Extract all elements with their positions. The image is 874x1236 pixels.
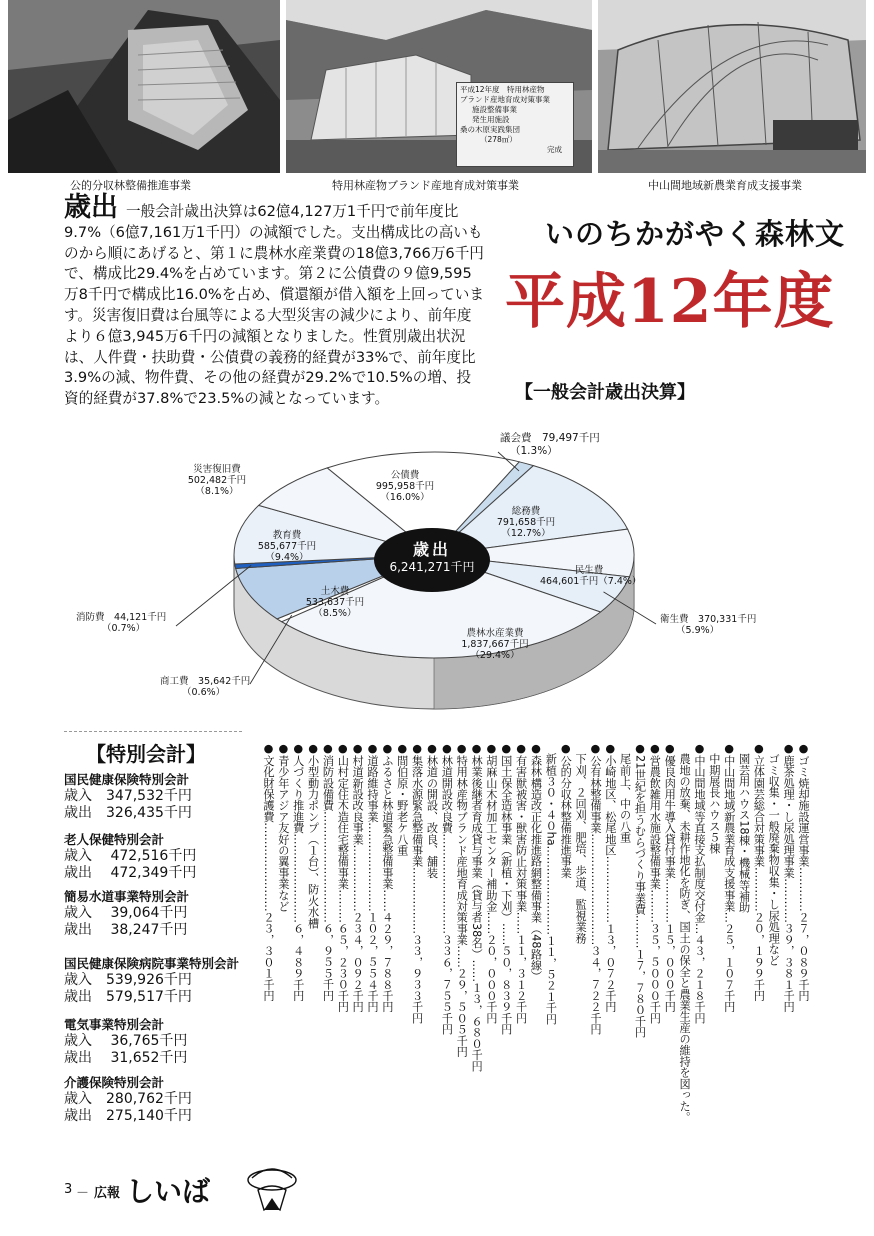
project-entry: ●胡麻山木材加工センター補助金……２０，０００千円 (484, 742, 498, 1024)
project-entry: ●有害獣被害・獣害防止対策事業……１１，３１２千円 (514, 742, 528, 1024)
account-income: 歳入 280,762千円 (64, 1091, 192, 1107)
body-paragraph: 一般会計歳出決算は62億4,127万1千円で前年度比 9.7%（6億7,161万1千円）の減額でした。支出構成比の高いものから順にあげると、第１に農林水産業費の18億3,766万6千円で、構成比29.4%を占めています。第２に公債費の９億9,595万8千円で構成比16.0%を占め、償還額が借入額を上回っています。災害復旧費は台風等による大型災害の減少により、前年度より６億3,945万6千円の減額となりました。性質別歳出状況は、人件費・扶助費・公債費の義務的経費が33%で、前年度比3.9%の減、物件費、その他の経費が29.2%で10.5%の増、投資的経費が37.8%で23.5%の減となっています。 (64, 203, 484, 408)
slice-label: 衛生費 (660, 614, 689, 625)
label-総務費 (486, 506, 566, 539)
sign-line: 施設整備事業 (472, 105, 517, 114)
slice-percent: （29.4%） (470, 650, 520, 661)
section-title: 【一般会計歳出決算】 (515, 382, 695, 403)
project-entry: ●特用林産物ブランド産地育成対策事業……２９，５０５千円 (455, 742, 469, 1058)
slice-percent: （0.7%） (102, 623, 146, 634)
label-衛生費 (660, 614, 756, 636)
pie-center-title: 歳出 (412, 540, 451, 559)
slice-label: 議会費 (500, 432, 532, 444)
project-entry: ●森林構造改正化推進路網整備事業（48路線） (529, 742, 543, 983)
sign-line: 完成 (547, 145, 562, 154)
project-entry: 尾前上、中の八重 (618, 742, 632, 843)
slice-percent: （8.1%） (195, 486, 239, 497)
footer-dash: － (76, 1186, 90, 1201)
project-entry: ●公的分収林整備推進事業 (559, 742, 573, 879)
account-name: 電気事業特別会計 (64, 1017, 165, 1032)
label-災害復旧費 (184, 464, 250, 497)
label-農林水産業費 (450, 628, 540, 661)
account-name: 国民健康保険特別会計 (64, 772, 190, 787)
sign-line: 発生用施設 (472, 115, 510, 124)
project-entry: ●21世紀を担うむらづくり事業費………１７，７８０千円 (633, 742, 647, 1038)
photo-caption: 特用林産物ブランド産地育成対策事業 (332, 179, 519, 192)
slice-percent: （7.4%） (598, 576, 642, 587)
special-account (64, 887, 234, 939)
slice-label: 消防費 (76, 612, 105, 623)
slice-label: 土木費 (320, 586, 350, 597)
project-entry: ●村道新設改良事業………………２３４，０９２千円 (351, 742, 365, 1013)
slice-percent: （1.3%） (510, 445, 558, 457)
slice-percent: （16.0%） (380, 492, 430, 503)
slice-label: 商工費 (160, 676, 189, 687)
pie-center-label (374, 540, 490, 574)
label-商工費 (160, 676, 250, 698)
account-expense: 歳出 31,652千円 (64, 1050, 188, 1066)
project-entry: ●優良肉用牛導入貸付事業…………１５，０００千円 (663, 742, 677, 1013)
project-entry: 新植３０・４０ha……………………１１，５２１千円 (544, 742, 558, 1025)
slice-label: 公債費 (390, 470, 420, 481)
project-entry: ●中山間地域等直接支払制度交付金…４３，２１８千円 (692, 742, 706, 1024)
sign-line: 桑の木原実践集団 (460, 125, 520, 134)
project-entry: ●小型動力ポンプ（１台）、防火水槽 (306, 742, 320, 929)
label-土木費 (305, 586, 365, 619)
slice-percent: （5.9%） (676, 625, 720, 636)
sign-line: ブランド産地育成対策事業 (460, 95, 550, 104)
slice-value: 791,658千円 (496, 517, 556, 528)
slice-value: 585,677千円 (257, 541, 317, 552)
sign-line: （278㎡） (480, 135, 517, 144)
special-divider (64, 731, 242, 732)
slice-percent: （8.5%） (313, 608, 357, 619)
project-entry: ●山村定住木造住宅整備事業………６５，２３０千円 (336, 742, 350, 1013)
slice-label: 民生費 (574, 565, 604, 576)
project-entry: ●林道開設改良費………………………３３６，７５５千円 (440, 742, 454, 1035)
project-entry: ●中山間地域新農業育成支援事業…２５，１０７千円 (722, 742, 736, 1013)
slice-value: 995,958千円 (375, 481, 435, 492)
project-entry: 中期展長ハウス５棟 (707, 742, 721, 854)
project-entry: ●営農飲雑用水施設整備事業………３５，５０００千円 (648, 742, 662, 1024)
project-entry: ●林道の開設、改良、舗装 (425, 742, 439, 879)
project-entry: ●小崎地区、松尾地区………………１３，０７２千円 (603, 742, 617, 1013)
footer-publication-name: しいば (126, 1175, 211, 1208)
project-entry: ●間伯原・野老ケ八重 (395, 742, 409, 856)
account-expense: 歳出 38,247千円 (64, 922, 188, 938)
account-income: 歳入 472,516千円 (64, 848, 197, 864)
project-entry: 園芸用ハウス18棟・機械等補助 (737, 742, 751, 914)
label-教育費 (254, 530, 320, 563)
account-name: 簡易水道事業特別会計 (64, 889, 190, 904)
slice-value: 35,642千円 (198, 676, 251, 687)
project-entry: ●文化財保護費……………………２３，３０１千円 (262, 742, 275, 1002)
sign-line: 平成12年度 特用林産物 (460, 85, 545, 94)
slice-percent: （9.4%） (265, 552, 309, 563)
account-income: 歳入 347,532千円 (64, 788, 192, 804)
account-expense: 歳出 472,349千円 (64, 865, 197, 881)
pie-center-total: 6,241,271千円 (389, 560, 475, 574)
project-entry: 農地の放棄、未耕作地化を防ぎ、国土の保全と農業生産の維持を図った。 (678, 742, 692, 1123)
account-income: 歳入 539,926千円 (64, 972, 192, 988)
account-name: 介護保険特別会計 (64, 1075, 165, 1090)
project-entry: ●鹿茶処理・し尿処理事業…………３９，３８１千円 (782, 742, 796, 1013)
special-account (64, 770, 234, 822)
slice-label: 総務費 (511, 506, 541, 517)
page-title: 平成12年度 (505, 267, 835, 337)
slice-value: 44,121千円 (114, 612, 167, 623)
project-entry: ゴミ収集・一般廃棄物収集・し尿処理など (767, 742, 781, 966)
special-account (64, 1073, 234, 1125)
page-subtitle: いのちかがやく森林文 (545, 217, 846, 251)
label-議会費 (500, 432, 600, 458)
account-income: 歳入 39,064千円 (64, 905, 188, 921)
project-entry: ●立体園芸総合対策事業…………２０，１９９千円 (752, 742, 766, 1002)
project-entry: ●人づくり推進費……………………６，４８９千円 (291, 742, 305, 1002)
slice-value: 79,497千円 (542, 432, 600, 444)
slice-value: 370,331千円 (698, 614, 757, 625)
account-expense: 歳出 579,517千円 (64, 989, 192, 1005)
special-account (64, 1015, 234, 1067)
slice-label: 教育費 (272, 530, 302, 541)
photo-caption: 公的分収林整備推進事業 (70, 179, 191, 192)
slice-percent: （12.7%） (501, 528, 551, 539)
project-entry: ●集落水源緊急整備事業………………３３，９３３千円 (410, 742, 424, 1024)
project-entry: ●青少年アジア友好の翼事業など (276, 742, 290, 912)
project-entry: ●ゴミ焼却施設運営事業…………２７，０８９千円 (797, 742, 810, 1002)
special-account (64, 954, 240, 1006)
account-name: 国民健康保険病院事業特別会計 (64, 956, 240, 971)
account-expense: 歳出 275,140千円 (64, 1108, 192, 1124)
slice-label: 災害復旧費 (193, 464, 241, 475)
body-heading: 歳出 (64, 192, 118, 223)
slice-label: 農林水産業費 (466, 628, 524, 639)
special-title: 【特別会計】 (86, 742, 206, 766)
label-公債費 (372, 470, 438, 503)
project-entry: ●消防設備費…………………………６，９５５千円 (321, 742, 335, 1002)
slice-value: 533,637千円 (305, 597, 365, 608)
project-entry: ●道路維持事業……………………１０２，５５４千円 (366, 742, 380, 1013)
slice-percent: （0.6%） (182, 687, 226, 698)
village-flower-icon (244, 1160, 300, 1216)
label-民生費 (540, 565, 642, 587)
project-entry: 下刈、２回刈、肥培、歩道、監視業務 (574, 742, 588, 944)
special-account (64, 830, 234, 882)
account-name: 老人保健特別会計 (64, 832, 165, 847)
footer-label: 広報 (94, 1186, 121, 1201)
slice-value: 464,601千円 (540, 576, 599, 587)
project-entry: ●公有林整備事業…………………………３４，７２２千円 (588, 742, 602, 1035)
slice-value: 1,837,667千円 (461, 639, 529, 650)
slice-value: 502,482千円 (187, 475, 247, 486)
account-expense: 歳出 326,435千円 (64, 805, 192, 821)
project-entry: ●林業後継者育成貸与事業（貸与者38名）……１３，６８０千円 (470, 742, 484, 1072)
photo-caption: 中山間地域新農業育成支援事業 (648, 179, 802, 192)
label-消防費 (76, 612, 166, 634)
page-number: 3 (64, 1182, 73, 1197)
project-entry: ●ふるさと林道緊急整備事業……４２９，７８８千円 (380, 742, 394, 1013)
account-income: 歳入 36,765千円 (64, 1033, 188, 1049)
project-entry: ●国土保全造林事業（新植・下刈）……５０，８３９千円 (499, 742, 513, 1035)
footer (64, 1160, 304, 1220)
